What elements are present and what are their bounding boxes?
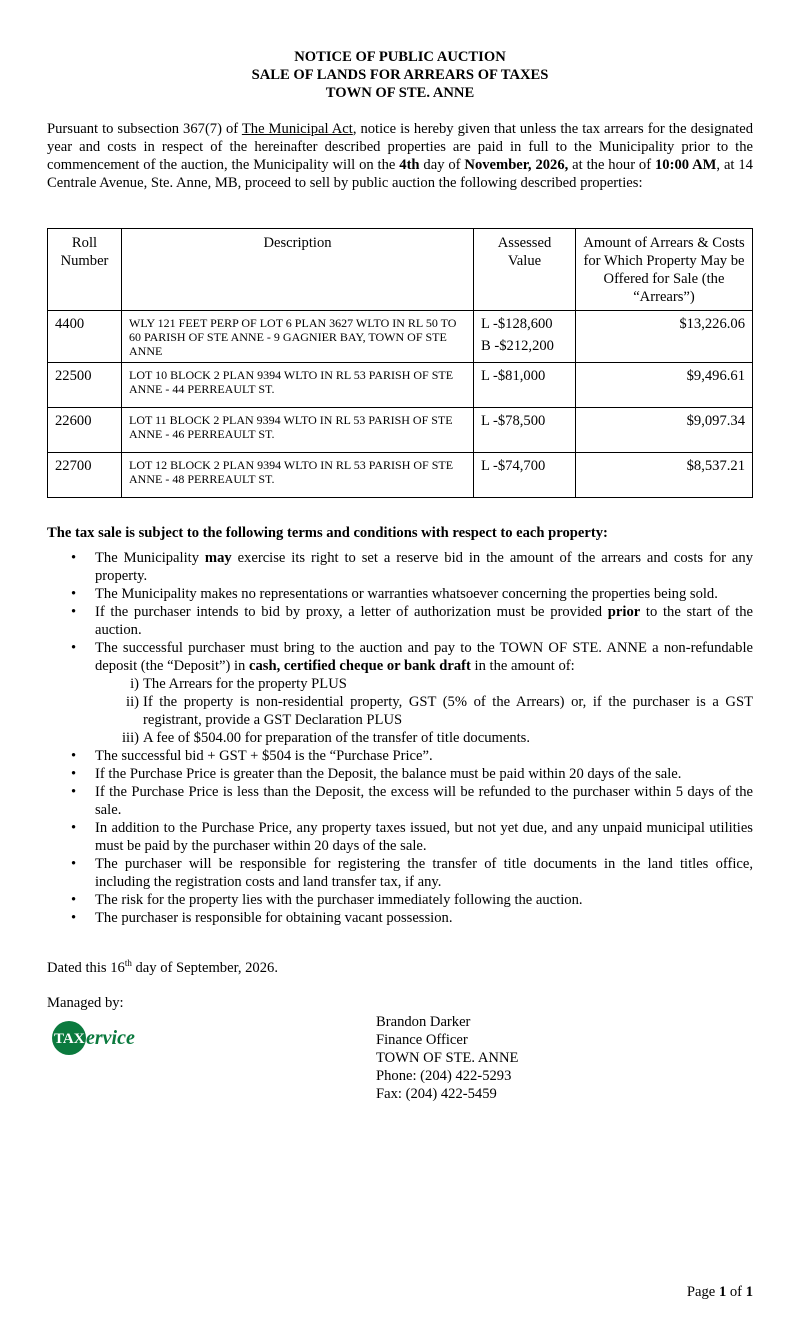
act-name: The Municipal Act	[241, 121, 353, 137]
bullet-icon: •	[71, 784, 77, 800]
land-value: L -$81,000	[481, 368, 546, 384]
list-item	[47, 585, 753, 603]
bullet-icon: •	[71, 748, 77, 764]
sub-list-item	[95, 693, 753, 729]
sub-item-text: If the property is non-residential property, GST (5% of the Arrears) or, if the purchaser is a GST registrant, provide a GST Declaration PLUS	[143, 694, 753, 728]
page-number: 1	[718, 1284, 727, 1300]
page-total: 1	[745, 1284, 753, 1300]
list-item	[47, 891, 753, 909]
bullet-icon: •	[71, 604, 77, 620]
terms-list	[47, 549, 753, 927]
auction-month: November, 2026,	[464, 157, 569, 173]
auction-day: 4th	[399, 157, 420, 173]
list-item	[47, 639, 753, 747]
bullet-icon: •	[71, 640, 77, 656]
term-text: If the Purchase Price is less than the Deposit, the excess will be refunded to the purchaser within 5 days of the sale.	[95, 784, 753, 818]
roll-number: 22600	[48, 408, 122, 453]
bullet-icon: •	[71, 910, 77, 926]
assessed-value	[474, 363, 576, 408]
arrears-amount: $9,496.61	[576, 363, 753, 408]
sub-item-number: iii)	[121, 730, 139, 746]
sub-item-number: ii)	[126, 694, 139, 710]
bullet-icon: •	[71, 856, 77, 872]
assessed-value	[474, 408, 576, 453]
term-text: The successful purchaser must bring to the auction and pay to the TOWN OF STE. ANNE a non-refundable deposit (the “Deposit”) in	[95, 640, 753, 674]
arrears-amount: $8,537.21	[576, 453, 753, 498]
logo-rest-text: ervice	[86, 1027, 135, 1049]
bullet-icon: •	[71, 766, 77, 782]
roll-number: 22700	[48, 453, 122, 498]
header-assessed-value: Assessed Value	[474, 229, 576, 311]
term-text: The purchaser will be responsible for registering the transfer of title documents in the land titles office, including the registration costs and land transfer tax, if any.	[95, 856, 753, 890]
sub-item-number: i)	[130, 676, 139, 692]
sub-list-item	[95, 729, 753, 747]
term-text: The risk for the property lies with the purchaser immediately following the auction.	[95, 892, 583, 908]
footer-text: of	[726, 1284, 746, 1300]
signer-block	[376, 1013, 518, 1103]
term-text: The purchaser is responsible for obtaining vacant possession.	[95, 910, 453, 926]
signer-phone: Phone: (204) 422-5293	[376, 1068, 512, 1084]
table-row	[48, 363, 753, 408]
table-header-row	[48, 229, 753, 311]
table-row	[48, 453, 753, 498]
terms-heading: The tax sale is subject to the following terms and conditions with respect to each property:	[47, 525, 608, 541]
property-description: LOT 11 BLOCK 2 PLAN 9394 WLTO IN RL 53 PARISH OF STE ANNE - 46 PERREAULT ST.	[122, 408, 474, 453]
term-text: If the Purchase Price is greater than the Deposit, the balance must be paid within 20 days of the sale.	[95, 766, 682, 782]
list-item	[47, 909, 753, 927]
page-footer	[687, 1283, 753, 1301]
signer-name: Brandon Darker	[376, 1014, 471, 1030]
list-item	[47, 765, 753, 783]
term-text: to the start of the auction.	[95, 604, 753, 638]
land-value: L -$78,500	[481, 413, 546, 429]
arrears-amount: $13,226.06	[576, 311, 753, 363]
dated-text: day of September, 2026.	[131, 960, 278, 976]
table-row	[48, 311, 753, 363]
term-text: The Municipality makes no representations or warranties whatsoever concerning the properties being sold.	[95, 586, 718, 602]
assessed-value	[474, 311, 576, 363]
list-item	[47, 783, 753, 819]
logo-tax-text: TAX	[54, 1031, 85, 1047]
bullet-icon: •	[71, 586, 77, 602]
list-item	[47, 855, 753, 891]
term-text: The successful bid + GST + $504 is the “Purchase Price”.	[95, 748, 433, 764]
intro-text: at the hour of	[568, 157, 655, 173]
sub-list-item	[95, 675, 753, 693]
list-item	[47, 603, 753, 639]
roll-number: 4400	[48, 311, 122, 363]
sub-item-text: The Arrears for the property PLUS	[143, 676, 347, 692]
deposit-sublist	[95, 675, 753, 747]
term-text: In addition to the Purchase Price, any property taxes issued, but not yet due, and any unpaid municipal utilities must be paid by the purchaser within 20 days of the sale.	[95, 820, 753, 854]
footer-text: Page	[686, 1284, 719, 1300]
list-item	[47, 549, 753, 585]
sub-item-text: A fee of $504.00 for preparation of the transfer of title documents.	[143, 730, 531, 746]
header-description: Description	[122, 229, 474, 311]
term-text: The Municipality	[95, 550, 205, 566]
intro-paragraph	[47, 120, 753, 192]
property-description: WLY 121 FEET PERP OF LOT 6 PLAN 3627 WLTO IN RL 50 TO 60 PARISH OF STE ANNE - 9 GAGNIER BAY, TOWN OF STE ANNE	[122, 311, 474, 363]
property-description: LOT 10 BLOCK 2 PLAN 9394 WLTO IN RL 53 PARISH OF STE ANNE - 44 PERREAULT ST.	[122, 363, 474, 408]
auction-time: 10:00 AM	[654, 157, 717, 173]
intro-text: Pursuant to subsection 367(7) of	[47, 121, 242, 137]
term-emphasis: cash, certified cheque or bank draft	[249, 658, 471, 674]
dated-line	[47, 959, 278, 977]
term-text: If the purchaser intends to bid by proxy, a letter of authorization must be provided	[95, 604, 608, 620]
managed-by-label: Managed by:	[47, 995, 124, 1011]
list-item	[47, 819, 753, 855]
bullet-icon: •	[71, 550, 77, 566]
list-item	[47, 747, 753, 765]
header-amount-arrears: Amount of Arrears & Costs for Which Property May be Offered for Sale (the “Arrears”)	[576, 229, 753, 311]
bullet-icon: •	[71, 820, 77, 836]
dated-ordinal: th	[124, 958, 132, 968]
taxervice-logo	[50, 1019, 150, 1057]
property-description: LOT 12 BLOCK 2 PLAN 9394 WLTO IN RL 53 PARISH OF STE ANNE - 48 PERREAULT ST.	[122, 453, 474, 498]
signer-fax: Fax: (204) 422-5459	[376, 1086, 497, 1102]
building-value: B -$212,200	[481, 338, 554, 354]
notice-title	[47, 48, 753, 102]
assessed-value	[474, 453, 576, 498]
term-emphasis: prior	[607, 604, 641, 620]
table-row	[48, 408, 753, 453]
roll-number: 22500	[48, 363, 122, 408]
title-line-1: NOTICE OF PUBLIC AUCTION	[294, 49, 506, 65]
signer-title: Finance Officer	[376, 1032, 468, 1048]
signer-organization: TOWN OF STE. ANNE	[376, 1050, 519, 1066]
dated-text: Dated this 16	[47, 960, 125, 976]
term-emphasis: may	[204, 550, 232, 566]
bullet-icon: •	[71, 892, 77, 908]
term-text: exercise its right to set a reserve bid in the amount of the arrears and costs for any property.	[95, 550, 753, 584]
arrears-amount: $9,097.34	[576, 408, 753, 453]
title-line-2: SALE OF LANDS FOR ARREARS OF TAXES	[251, 67, 549, 83]
land-value: L -$74,700	[481, 458, 546, 474]
properties-table	[47, 228, 753, 498]
header-roll-number: Roll Number	[48, 229, 122, 311]
intro-text: , notice is hereby given that unless the tax arrears for the designated year and costs in respect of the hereinafter described properties are paid in full to the Municipality prior to the commencement of the auction, the Municipality will on the	[47, 121, 753, 173]
intro-text: , at 14 Centrale Avenue, Ste. Anne, MB, proceed to sell by public auction the following described properties:	[47, 157, 753, 191]
term-text: in the amount of:	[470, 658, 575, 674]
title-line-3: TOWN OF STE. ANNE	[325, 85, 475, 101]
intro-text: day of	[419, 157, 465, 173]
land-value: L -$128,600	[481, 316, 553, 332]
